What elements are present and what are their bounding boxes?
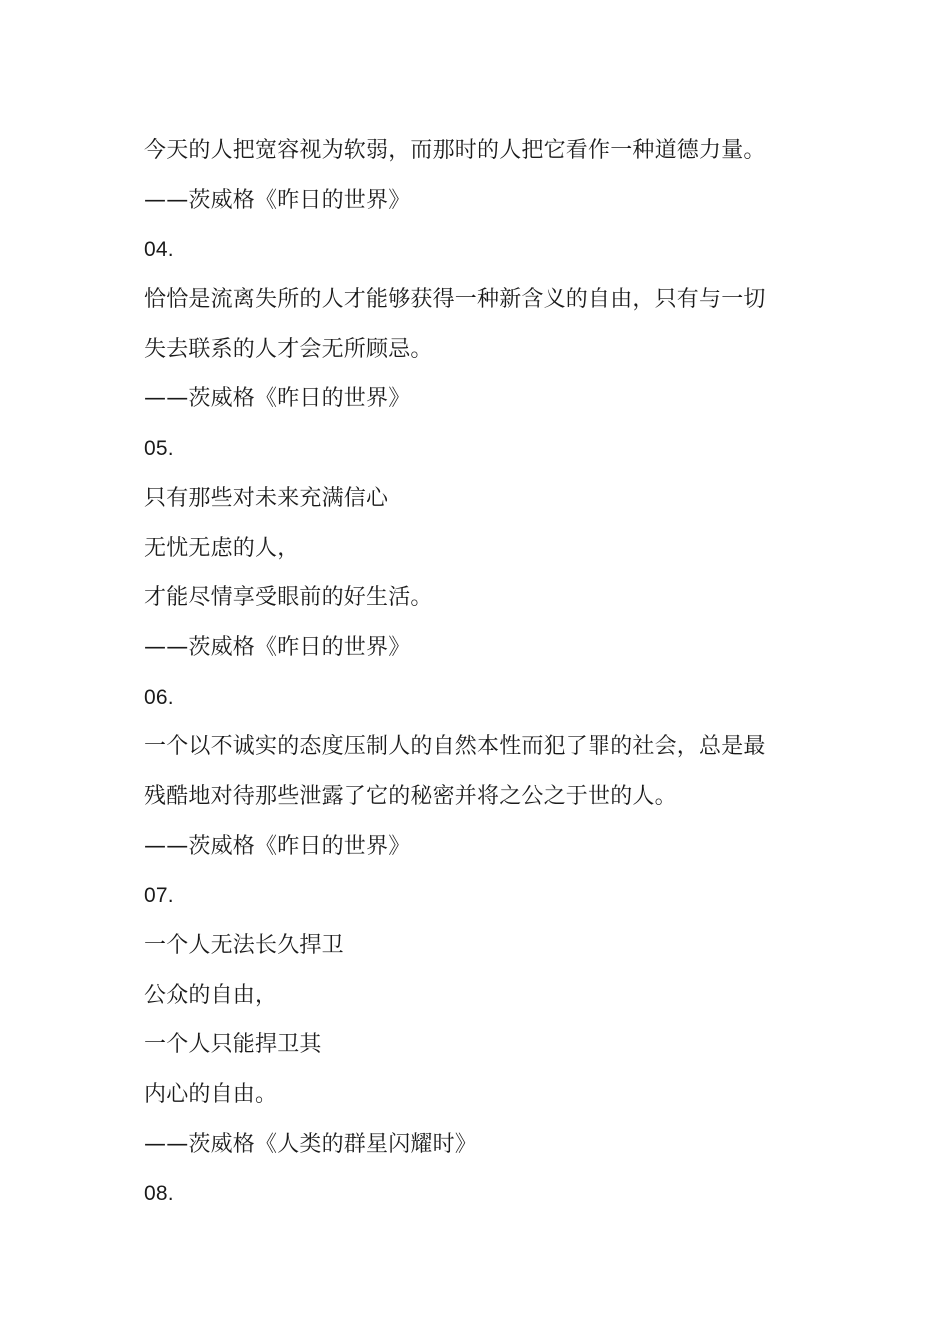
quote-text-line: 一个以不诚实的态度压制人的自然本性而犯了罪的社会，总是最	[144, 734, 766, 760]
quote-text-line: 恰恰是流离失所的人才能够获得一种新含义的自由，只有与一切	[144, 287, 766, 313]
quote-source: ——茨威格《昨日的世界》	[144, 833, 411, 859]
quote-source: ——茨威格《昨日的世界》	[144, 634, 411, 660]
quote-number: 06.	[144, 685, 174, 709]
quote-text-line: 无忧无虑的人，	[144, 535, 300, 561]
quote-text-line: 才能尽情享受眼前的好生活。	[144, 585, 433, 611]
quote-text-line: 公众的自由，	[144, 982, 278, 1008]
quote-text-line: 一个人无法长久捍卫	[144, 933, 344, 958]
quote-number: 04.	[144, 238, 174, 262]
quote-source: ——茨威格《昨日的世界》	[144, 386, 411, 412]
quote-list	[144, 126, 824, 1219]
quote-text-line: 残酷地对待那些泄露了它的秘密并将之公之于世的人。	[144, 783, 677, 809]
quote-text-line: 内心的自由。	[144, 1082, 278, 1108]
quote-source: ——茨威格《人类的群星闪耀时》	[144, 1131, 478, 1157]
quote-text-line: 失去联系的人才会无所顾忌。	[144, 336, 433, 362]
quote-source: ——茨威格《昨日的世界》	[144, 187, 411, 213]
quote-text-line: 今天的人把宽容视为软弱，而那时的人把它看作一种道德力量。	[144, 138, 766, 163]
quote-number: 07.	[144, 884, 174, 908]
quote-number: 05.	[144, 437, 174, 461]
quote-text-line: 一个人只能捍卫其	[144, 1032, 322, 1058]
quote-text-line: 只有那些对未来充满信心	[144, 485, 389, 511]
quote-number: 08.	[144, 1182, 174, 1206]
